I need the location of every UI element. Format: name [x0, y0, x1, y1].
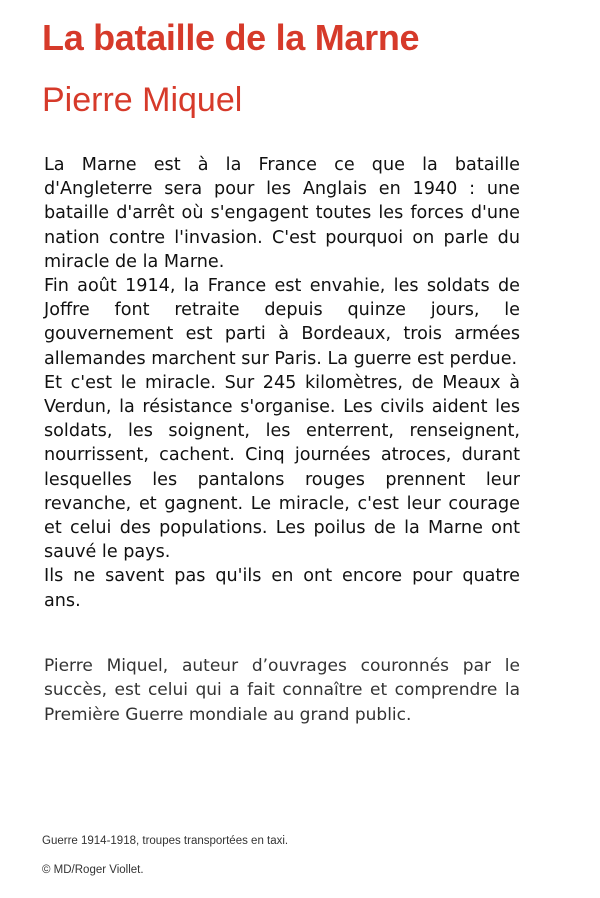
- summary-paragraph-2: Fin août 1914, la France est envahie, les soldats de Joffre font retraite depuis quinze jours, le gouvernement est parti à Bordeaux, trois armées allemandes marchent sur Paris. La guerre est perdue.: [44, 276, 520, 369]
- book-summary: [44, 153, 520, 613]
- photo-credit: © MD/Roger Viollet.: [42, 864, 144, 876]
- summary-paragraph-3: Et c'est le miracle. Sur 245 kilomètres, de Meaux à Verdun, la résistance s'organise. Les civils aident les soldats, les soignent, les enterrent, renseignent, nourrissent, cachent. Cinq journées atroces, durant lesquelles les pantalons rouges prennent leur revanche, et gagnent. Le miracle, c'est leur courage et celui des populations. Les poilus de la Marne ont sauvé le pays.: [44, 372, 520, 563]
- summary-paragraph-4: Ils ne savent pas qu'ils en ont encore pour quatre ans.: [44, 566, 520, 611]
- photo-caption: Guerre 1914-1918, troupes transportées en taxi.: [42, 835, 289, 847]
- book-author: Pierre Miquel: [42, 81, 243, 119]
- author-bio: Pierre Miquel, auteur d’ouvrages couronnés par le succès, est celui qui a fait connaître et comprendre la Première Guerre mondiale au grand public.: [44, 656, 520, 725]
- summary-paragraph-1: La Marne est à la France ce que la bataille d'Angleterre sera pour les Anglais en 1940 : une bataille d'arrêt où s'engagent toutes les forces d'une nation contre l'invasion. C'est pourquoi on parle du miracle de la Marne.: [44, 155, 520, 272]
- book-title: La bataille de la Marne: [42, 17, 420, 58]
